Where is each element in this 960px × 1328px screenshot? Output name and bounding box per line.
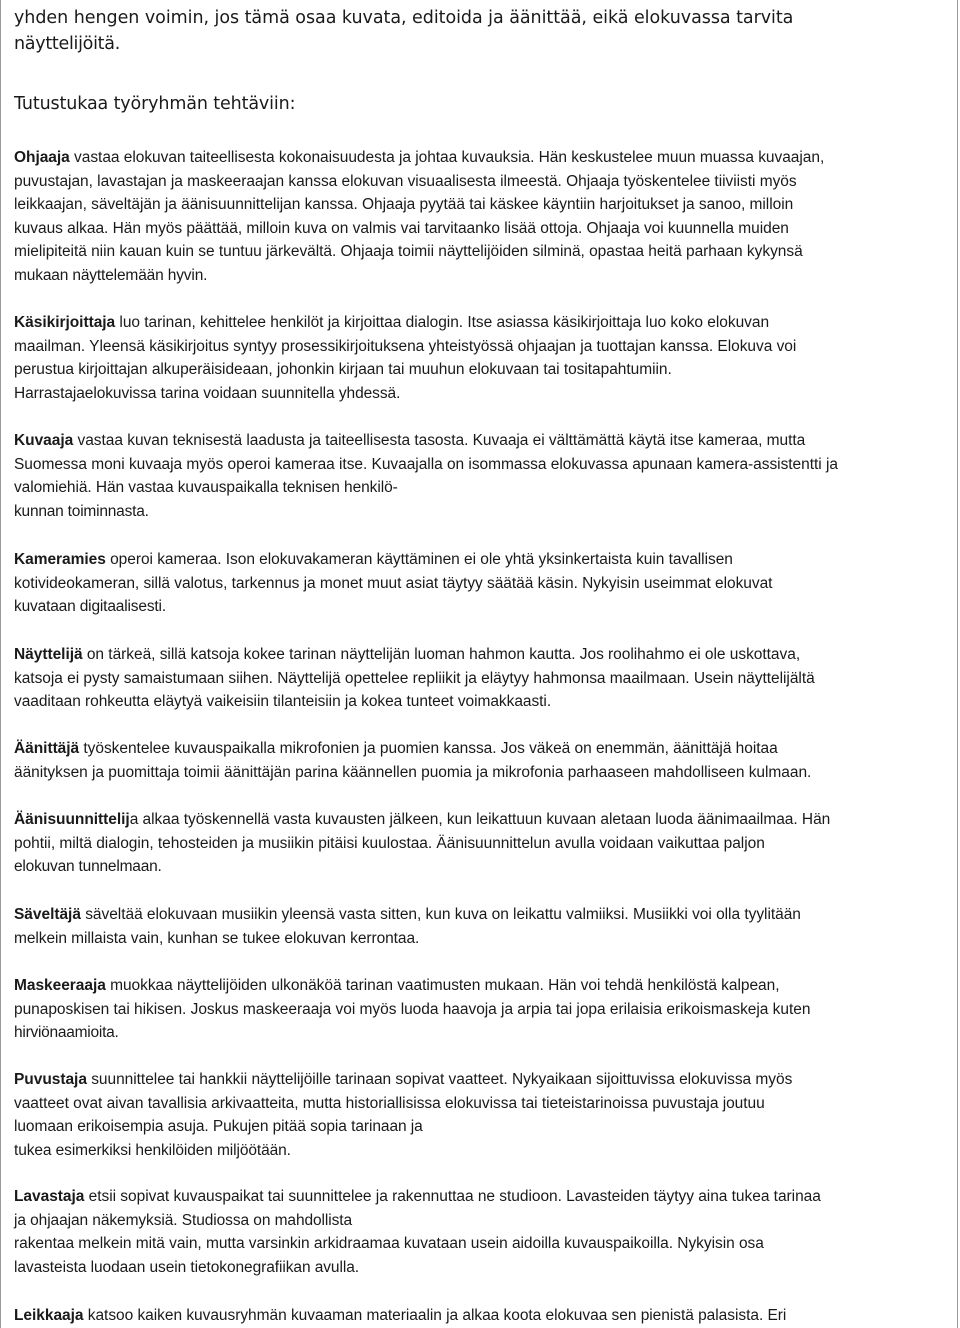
paragraph-line: punaposkisen tai hikisen. Joskus maskeeraaja voi myös luoda haavoja ja arpia tai jopa erilaisia erikoismaskeja kuten	[14, 1000, 811, 1018]
paragraph-line: kuvataan digitaalisesti.	[14, 598, 166, 615]
paragraph-line	[14, 1068, 950, 1092]
line-text: vastaa kuvan teknisestä laadusta ja taiteellisesta tasosta. Kuvaaja ei välttämättä käytä itse kameraa, mutta	[73, 432, 806, 449]
role-term: Säveltäjä	[14, 906, 81, 923]
line-text: operoi kameraa. Ison elokuvakameran käyttäminen ei ole yhtä yksinkertaista kuin tavallisen	[105, 551, 733, 568]
paragraph-line: valomiehiä. Hän vastaa kuvauspaikalla teknisen henkilö-	[14, 479, 398, 496]
paragraph-line: elokuvan tunnelmaan.	[14, 858, 162, 875]
role-term: Äänisuunnittelij	[14, 811, 130, 828]
role-term: Puvustaja	[14, 1071, 87, 1088]
line-text: säveltää elokuvaan musiikin yleensä vasta sitten, kun kuva on leikattu valmiiksi. Musiikki voi olla tyylitään	[80, 906, 801, 923]
line-text: etsii sopivat kuvauspaikat tai suunnittelee ja rakennuttaa ne studioon. Lavasteiden täytyy aina tukea tarinaa	[84, 1188, 821, 1205]
role-term: Lavastaja	[14, 1188, 85, 1205]
intro-paragraph	[14, 5, 950, 57]
paragraph-line: ja ohjaajan näkemyksiä. Studiossa on mahdollista	[14, 1211, 353, 1229]
line-text: a alkaa työskennellä vasta kuvausten jälkeen, kun leikattuun kuvaan aletaan luoda äänimaailmaa. Hän	[129, 811, 831, 828]
role-term: Maskeeraaja	[14, 977, 106, 994]
line-text: katsoo kaiken kuvausryhmän kuvaaman materiaalin ja alkaa koota elokuvaa sen pienistä palasista. Eri	[83, 1307, 787, 1324]
paragraph-line: hirviönaamioita.	[14, 1024, 119, 1041]
section-heading	[14, 91, 950, 117]
paragraph-line	[14, 548, 950, 572]
paragraph-line	[14, 903, 950, 927]
role-paragraph-aanisuunnittelija	[14, 808, 950, 879]
role-paragraph-maskeeraaja	[14, 974, 950, 1045]
role-term: Kuvaaja	[14, 432, 74, 449]
line-text: on tärkeä, sillä katsoja kokee tarinan näyttelijän luoman hahmon kautta. Jos roolihahmo ei ole uskottava,	[82, 646, 801, 663]
paragraph-line	[14, 311, 950, 335]
paragraph-line: melkein millaista vain, kunhan se tukee elokuvan kerrontaa.	[14, 929, 420, 947]
line-text: työskentelee kuvauspaikalla mikrofonien ja puomien kanssa. Jos väkeä on enemmän, äänittäjä hoitaa	[79, 740, 778, 757]
paragraph-line: pohtii, miltä dialogin, tehosteiden ja musiikin pitäisi kuulostaa. Äänisuunnittelun avulla voidaan vaikuttaa paljon	[14, 834, 765, 852]
paragraph-line	[14, 808, 950, 832]
role-paragraph-lavastaja	[14, 1185, 950, 1279]
role-paragraph-aanittaja	[14, 737, 950, 784]
paragraph-line: Suomessa moni kuvaaja myös operoi kameraa itse. Kuvaajalla on isommassa elokuvassa apunaan kamera-assistentti ja	[14, 455, 838, 473]
role-term: Ohjaaja	[14, 149, 70, 166]
paragraph-line: lavasteista luodaan usein tietokonegrafiikan avulla.	[14, 1258, 359, 1276]
role-paragraph-puvustaja	[14, 1068, 950, 1162]
line-text: suunnittelee tai hankkii näyttelijöille tarinaan sopivat vaatteet. Nykyaikaan sijoittuvissa elokuvissa myös	[86, 1071, 793, 1088]
paragraph-line: mukaan näyttelemään hyvin.	[14, 266, 208, 284]
intro-line: yhden hengen voimin, jos tämä osaa kuvata, editoida ja äänittää, eikä elokuvassa tarvita	[14, 8, 794, 28]
paragraph-line: kuvaus alkaa. Hän myös päättää, milloin kuva on valmis vai tarvitaanko lisää ottoja. Ohjaaja voi kuunnella muiden	[14, 219, 789, 237]
paragraph-line	[14, 974, 950, 998]
paragraph-line: kotivideokameran, sillä valotus, tarkennus ja monet muut asiat täytyy säätää käsin. Nykyisin useimmat elokuvat	[14, 574, 773, 592]
role-paragraph-saveltaja	[14, 903, 950, 950]
line-text: luo tarinan, kehittelee henkilöt ja kirjoittaa dialogin. Itse asiassa käsikirjoittaja luo koko elokuvan	[115, 314, 770, 331]
role-paragraph-kuvaaja	[14, 429, 950, 523]
role-paragraph-kasikirjoittaja	[14, 311, 950, 405]
line-text: muokkaa näyttelijöiden ulkonäköä tarinan vaatimusten mukaan. Hän voi tehdä henkilöstä kalpean,	[105, 977, 780, 994]
paragraph-line: kunnan toiminnasta.	[14, 502, 149, 520]
role-paragraph-leikkaaja	[14, 1304, 950, 1328]
role-term: Kameramies	[14, 551, 106, 568]
paragraph-line: katsoja ei pysty samaistumaan siihen. Näyttelijä opettelee repliikit ja eläytyy hahmonsa maailmaan. Usein näyttelijältä	[14, 669, 815, 687]
paragraph-line: perustua kirjoittajan alkuperäisideaan, johonkin kirjaan tai muuhun elokuvaan tai tositapahtumiin.	[14, 361, 672, 378]
paragraph-line	[14, 429, 950, 453]
paragraph-line	[14, 1304, 950, 1328]
paragraph-line: äänityksen ja puomittaja toimii äänittäjän parina käännellen puomia ja mikrofonia parhaaseen mahdolliseen kulmaan.	[14, 763, 812, 781]
paragraph-line: Harrastajaelokuvissa tarina voidaan suunnitella yhdessä.	[14, 384, 401, 402]
paragraph-line	[14, 737, 950, 761]
paragraph-line	[14, 1185, 950, 1209]
role-paragraph-nayttelija	[14, 643, 950, 714]
paragraph-line: mielipiteitä niin kauan kuin se tuntuu järkevältä. Ohjaaja toimii näyttelijöiden silminä, opastaa heitä parhaan kykynsä	[14, 243, 803, 260]
role-term: Äänittäjä	[14, 740, 80, 757]
role-paragraph-ohjaaja	[14, 146, 950, 287]
role-term: Leikkaaja	[14, 1307, 84, 1324]
paragraph-line: vaaditaan rohkeutta eläytyä vaikeisiin tilanteisiin ja kokea tunteet voimakkaasti.	[14, 693, 552, 710]
paragraph-line: rakentaa melkein mitä vain, mutta varsinkin arkidraamaa kuvataan usein aidoilla kuvauspaikoilla. Nykyisin osa	[14, 1235, 764, 1252]
role-term: Näyttelijä	[14, 646, 83, 663]
paragraph-line: maailman. Yleensä käsikirjoitus syntyy prosessikirjoituksena yhteistyössä ohjaajan ja tuottajan kanssa. Elokuva voi	[14, 337, 797, 355]
role-term: Käsikirjoittaja	[14, 314, 116, 331]
role-paragraph-kameramies	[14, 548, 950, 619]
paragraph-line: luomaan erikoisempia asuja. Pukujen pitää sopia tarinaan ja	[14, 1118, 423, 1135]
paragraph-line: puvustajan, lavastajan ja maskeeraajan kanssa elokuvan visuaalisesta ilmeestä. Ohjaaja työskentelee tiiviisti myös	[14, 172, 797, 190]
intro-line: näyttelijöitä.	[14, 34, 120, 54]
paragraph-line	[14, 643, 950, 667]
paragraph-line	[14, 146, 950, 170]
paragraph-line: vaatteet ovat aivan tavallisia arkivaatteita, mutta historiallisissa elokuvissa tai tieteistarinoissa puvustaja joutuu	[14, 1094, 765, 1112]
line-text: vastaa elokuvan taiteellisesta kokonaisuudesta ja johtaa kuvauksia. Hän keskustelee muun muassa kuvaajan,	[69, 149, 825, 166]
heading-text: Tutustukaa työryhmän tehtäviin:	[14, 94, 296, 114]
paragraph-line: leikkaajan, säveltäjän ja äänisuunnittelijan kanssa. Ohjaaja pyytää tai käskee käyntiin harjoitukset ja sanoo, milloin	[14, 196, 794, 213]
paragraph-line: tukea esimerkiksi henkilöiden miljöötään.	[14, 1141, 291, 1159]
